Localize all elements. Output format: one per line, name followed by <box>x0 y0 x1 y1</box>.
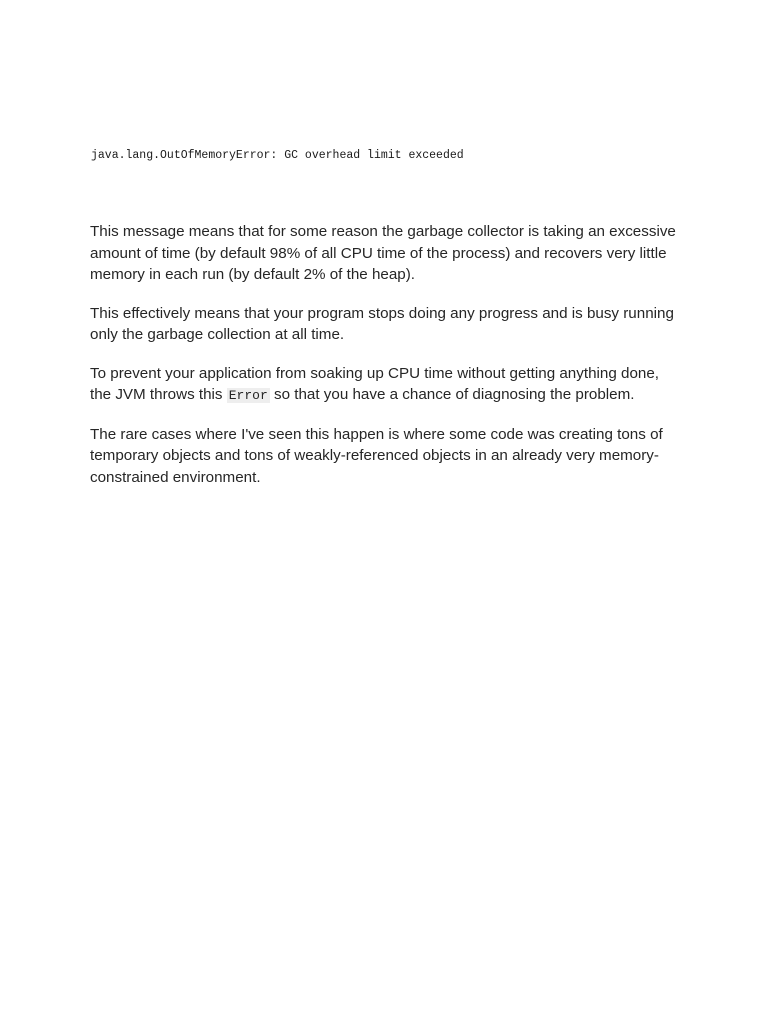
paragraph-progress: This effectively means that your program stops doing any progress and is busy running only the garbage collection at all time. <box>90 304 674 343</box>
paragraph-gc-explanation: This message means that for some reason the garbage collector is taking an excessive amount of time (by default 98% of all CPU time of the process) and recovers very little memory in each run (by default 2% of the heap). <box>90 223 676 283</box>
body-text <box>90 221 680 505</box>
paragraph-rare-cases: The rare cases where I've seen this happen is where some code was creating tons of temporary objects and tons of weakly-referenced objects in an already very memory-constrained environment. <box>90 425 663 486</box>
error-code-heading: java.lang.OutOfMemoryError: GC overhead limit exceeded <box>91 149 464 162</box>
inline-code-error: Error <box>228 388 268 403</box>
paragraph-jvm-error <box>90 363 680 407</box>
paragraph-jvm-error-text-after: so that you have a chance of diagnosing the problem. <box>269 386 635 403</box>
paragraph-jvm-error-text-before: To prevent your application from soaking up CPU time without getting anything done, the JVM throws this <box>90 364 660 403</box>
